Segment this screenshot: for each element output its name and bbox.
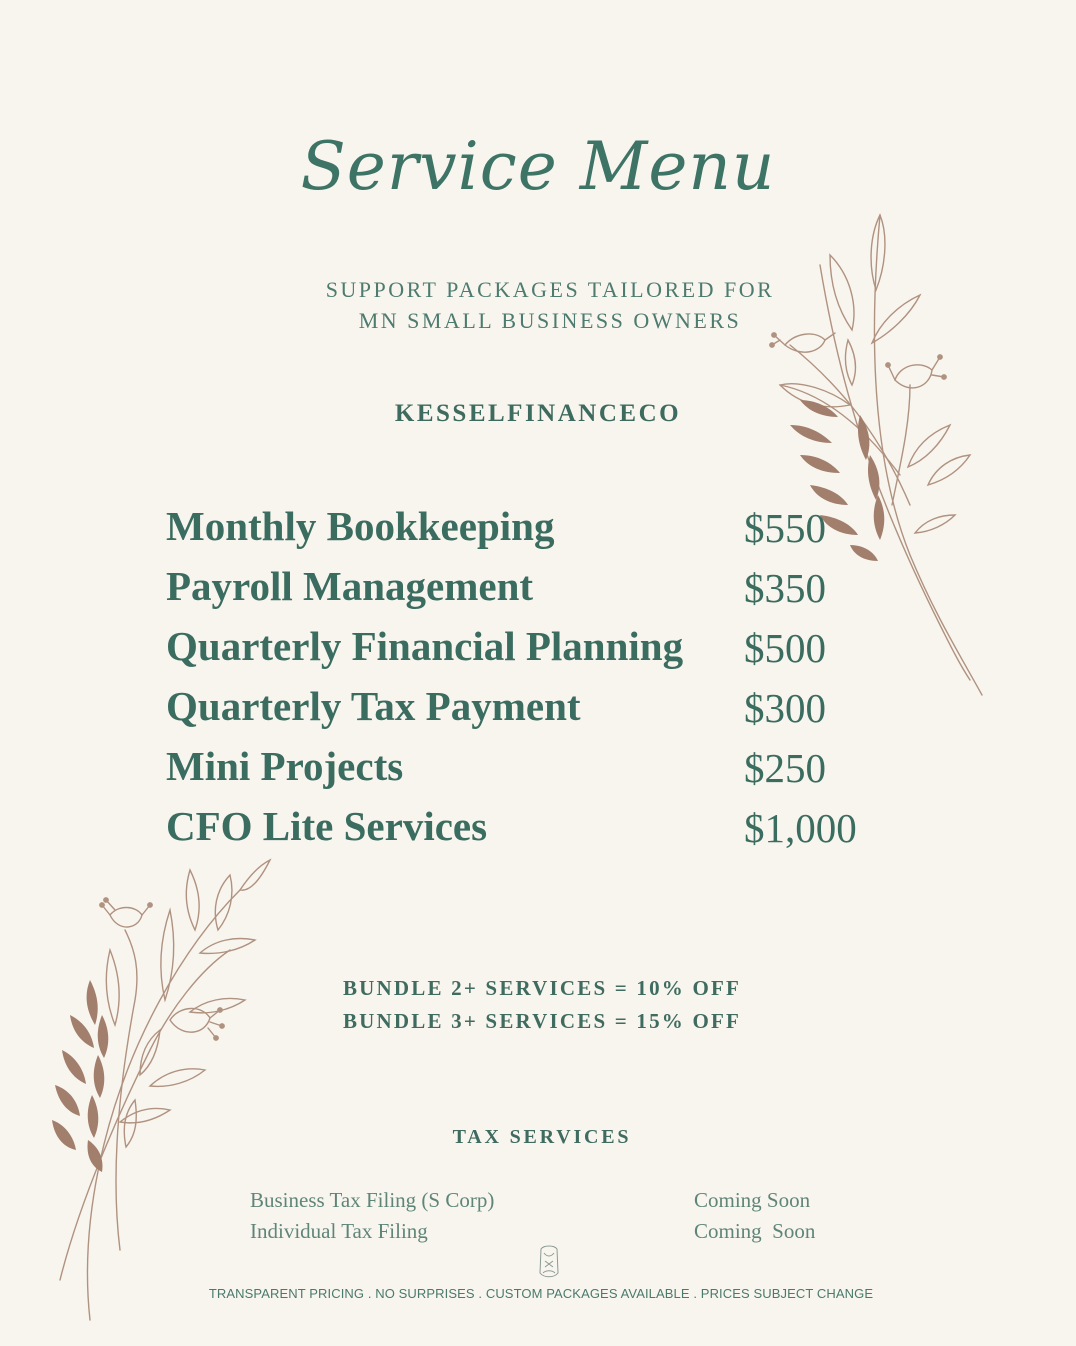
service-price: $350: [744, 565, 826, 611]
service-name: Mini Projects: [166, 743, 404, 789]
bundle-discounts: [0, 972, 1076, 1038]
tax-service-name: Business Tax Filing (S Corp): [250, 1188, 495, 1212]
service-price: $300: [744, 685, 826, 731]
floral-sprig-left-icon: [40, 850, 290, 1330]
service-name: CFO Lite Services: [166, 803, 488, 849]
bundle-line-1: BUNDLE 2+ SERVICES = 10% OFF: [342, 976, 742, 1000]
page-title: Service Menu: [300, 128, 776, 205]
service-price: $550: [744, 505, 826, 551]
tax-service-row: [250, 1188, 850, 1219]
service-name: Monthly Bookkeeping: [166, 503, 555, 549]
service-price: $1,000: [744, 805, 857, 851]
service-price: $250: [744, 745, 826, 791]
tax-service-status: Coming Soon: [694, 1188, 811, 1212]
service-row: [166, 742, 886, 802]
subtitle-line-2: MN SMALL BUSINESS OWNERS: [358, 308, 742, 333]
bundle-line-2: BUNDLE 3+ SERVICES = 15% OFF: [342, 1009, 742, 1033]
service-row: [166, 502, 886, 562]
service-name: Quarterly Financial Planning: [166, 623, 684, 669]
tax-services-heading: TAX SERVICES: [452, 1126, 632, 1148]
service-name: Payroll Management: [166, 563, 534, 609]
subtitle: [0, 274, 1076, 336]
service-price: $500: [744, 625, 826, 671]
service-row: [166, 562, 886, 622]
service-row: [166, 682, 886, 742]
footer-note: TRANSPARENT PRICING . NO SURPRISES . CUSTOM PACKAGES AVAILABLE . PRICES SUBJECT CHANGE: [208, 1286, 874, 1301]
logo-icon: [536, 1243, 562, 1281]
subtitle-line-1: SUPPORT PACKAGES TAILORED FOR: [325, 277, 775, 302]
tax-service-status: Coming Soon: [694, 1219, 816, 1243]
tax-services-list: [250, 1188, 850, 1250]
service-row: [166, 802, 886, 862]
service-name: Quarterly Tax Payment: [166, 683, 581, 729]
tax-service-name: Individual Tax Filing: [250, 1219, 428, 1243]
brand-name: KESSELFINANCECO: [394, 400, 682, 427]
service-row: [166, 622, 886, 682]
service-list: [166, 502, 886, 862]
